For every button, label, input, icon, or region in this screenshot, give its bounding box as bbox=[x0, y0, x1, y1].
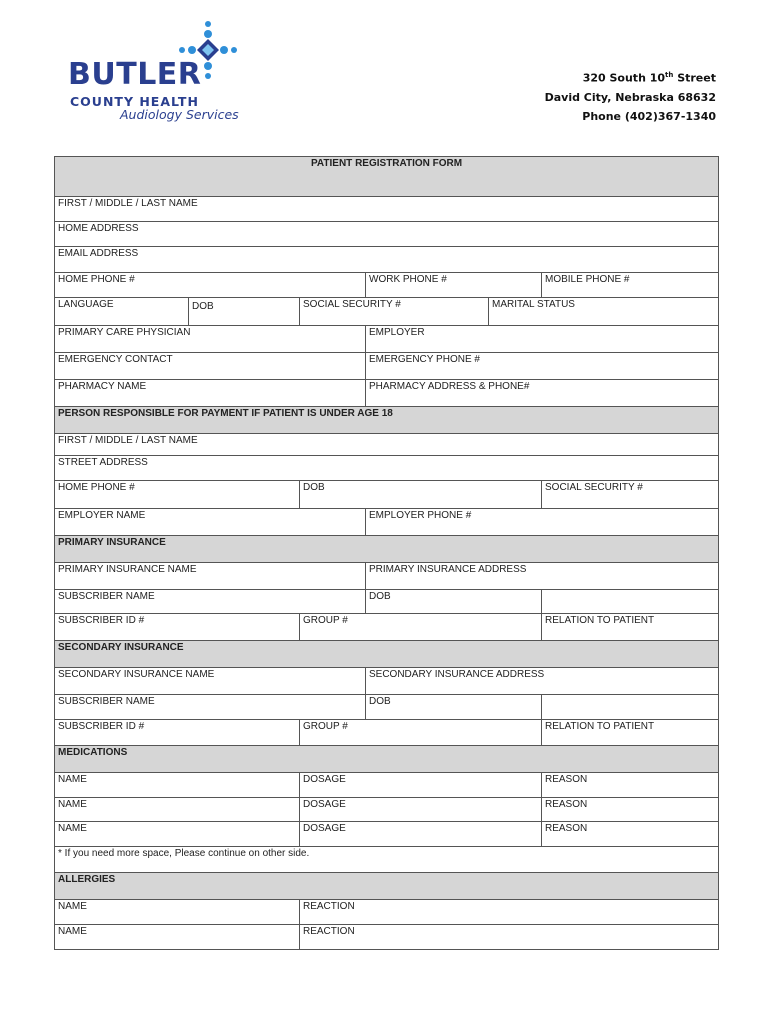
primary-subscriber-name-field[interactable]: SUBSCRIBER NAME bbox=[55, 590, 366, 614]
allergy-2-name-field[interactable]: NAME bbox=[55, 925, 300, 950]
secondary-subscriber-id-field[interactable]: SUBSCRIBER ID # bbox=[55, 720, 300, 746]
patient-dob-field[interactable]: DOB bbox=[189, 298, 300, 326]
emergency-phone-field[interactable]: EMERGENCY PHONE # bbox=[366, 353, 719, 380]
secondary-subscriber-dob-field[interactable]: DOB bbox=[366, 695, 542, 720]
medication-3-dosage-field[interactable]: DOSAGE bbox=[300, 822, 542, 847]
form-title: PATIENT REGISTRATION FORM bbox=[55, 157, 719, 197]
patient-home-phone-field[interactable]: HOME PHONE # bbox=[55, 273, 366, 298]
primary-subscriber-id-field[interactable]: SUBSCRIBER ID # bbox=[55, 614, 300, 641]
patient-marital-status-field[interactable]: MARITAL STATUS bbox=[489, 298, 719, 326]
medications-header: MEDICATIONS bbox=[55, 746, 719, 773]
patient-mobile-phone-field[interactable]: MOBILE PHONE # bbox=[542, 273, 719, 298]
allergy-1-name-field[interactable]: NAME bbox=[55, 900, 300, 925]
address-phone: Phone (402)367-1340 bbox=[582, 109, 716, 123]
medication-1-reason-field[interactable]: REASON bbox=[542, 773, 719, 798]
logo-tagline: Audiology Services bbox=[120, 107, 239, 122]
medication-2-name-field[interactable]: NAME bbox=[55, 798, 300, 822]
primary-group-field[interactable]: GROUP # bbox=[300, 614, 542, 641]
primary-subscriber-dob-field[interactable]: DOB bbox=[366, 590, 542, 614]
emergency-contact-field[interactable]: EMERGENCY CONTACT bbox=[55, 353, 366, 380]
responsible-name-field[interactable]: FIRST / MIDDLE / LAST NAME bbox=[55, 434, 719, 456]
secondary-insurance-address-field[interactable]: SECONDARY INSURANCE ADDRESS bbox=[366, 668, 719, 695]
secondary-group-field[interactable]: GROUP # bbox=[300, 720, 542, 746]
logo-wordmark: BUTLER bbox=[68, 57, 202, 92]
responsible-party-header: PERSON RESPONSIBLE FOR PAYMENT IF PATIENT IS UNDER AGE 18 bbox=[55, 407, 719, 434]
responsible-home-phone-field[interactable]: HOME PHONE # bbox=[55, 481, 300, 509]
secondary-insurance-name-field[interactable]: SECONDARY INSURANCE NAME bbox=[55, 668, 366, 695]
pharmacy-name-field[interactable]: PHARMACY NAME bbox=[55, 380, 366, 407]
patient-home-address-field[interactable]: HOME ADDRESS bbox=[55, 222, 719, 247]
responsible-employer-field[interactable]: EMPLOYER NAME bbox=[55, 509, 366, 536]
responsible-dob-field[interactable]: DOB bbox=[300, 481, 542, 509]
medication-3-reason-field[interactable]: REASON bbox=[542, 822, 719, 847]
patient-registration-form bbox=[54, 156, 719, 950]
medication-1-name-field[interactable]: NAME bbox=[55, 773, 300, 798]
patient-name-field[interactable]: FIRST / MIDDLE / LAST NAME bbox=[55, 197, 719, 222]
responsible-employer-phone-field[interactable]: EMPLOYER PHONE # bbox=[366, 509, 719, 536]
patient-ssn-field[interactable]: SOCIAL SECURITY # bbox=[300, 298, 489, 326]
secondary-subscriber-name-field[interactable]: SUBSCRIBER NAME bbox=[55, 695, 366, 720]
clinic-address bbox=[545, 66, 716, 126]
medication-2-dosage-field[interactable]: DOSAGE bbox=[300, 798, 542, 822]
medication-1-dosage-field[interactable]: DOSAGE bbox=[300, 773, 542, 798]
pharmacy-address-field[interactable]: PHARMACY ADDRESS & PHONE# bbox=[366, 380, 719, 407]
medications-note: * If you need more space, Please continue on other side. bbox=[55, 847, 719, 873]
allergy-1-reaction-field[interactable]: REACTION bbox=[300, 900, 719, 925]
primary-insurance-header: PRIMARY INSURANCE bbox=[55, 536, 719, 563]
patient-work-phone-field[interactable]: WORK PHONE # bbox=[366, 273, 542, 298]
medication-2-reason-field[interactable]: REASON bbox=[542, 798, 719, 822]
responsible-street-field[interactable]: STREET ADDRESS bbox=[55, 456, 719, 481]
secondary-insurance-header: SECONDARY INSURANCE bbox=[55, 641, 719, 668]
secondary-relation-field[interactable]: RELATION TO PATIENT bbox=[542, 720, 719, 746]
primary-relation-field[interactable]: RELATION TO PATIENT bbox=[542, 614, 719, 641]
butler-county-health-logo bbox=[66, 20, 256, 125]
primary-care-physician-field[interactable]: PRIMARY CARE PHYSICIAN bbox=[55, 326, 366, 353]
primary-insurance-address-field[interactable]: PRIMARY INSURANCE ADDRESS bbox=[366, 563, 719, 590]
patient-language-field[interactable]: LANGUAGE bbox=[55, 298, 189, 326]
secondary-blank-field[interactable] bbox=[542, 695, 719, 720]
address-street: 320 South 10th Street bbox=[582, 71, 716, 85]
responsible-ssn-field[interactable]: SOCIAL SECURITY # bbox=[542, 481, 719, 509]
primary-insurance-name-field[interactable]: PRIMARY INSURANCE NAME bbox=[55, 563, 366, 590]
employer-field[interactable]: EMPLOYER bbox=[366, 326, 719, 353]
patient-email-field[interactable]: EMAIL ADDRESS bbox=[55, 247, 719, 273]
allergies-header: ALLERGIES bbox=[55, 873, 719, 900]
medication-3-name-field[interactable]: NAME bbox=[55, 822, 300, 847]
logo-subtitle: COUNTY HEALTH bbox=[70, 94, 199, 109]
primary-blank-field[interactable] bbox=[542, 590, 719, 614]
address-city: David City, Nebraska 68632 bbox=[544, 90, 716, 104]
allergy-2-reaction-field[interactable]: REACTION bbox=[300, 925, 719, 950]
